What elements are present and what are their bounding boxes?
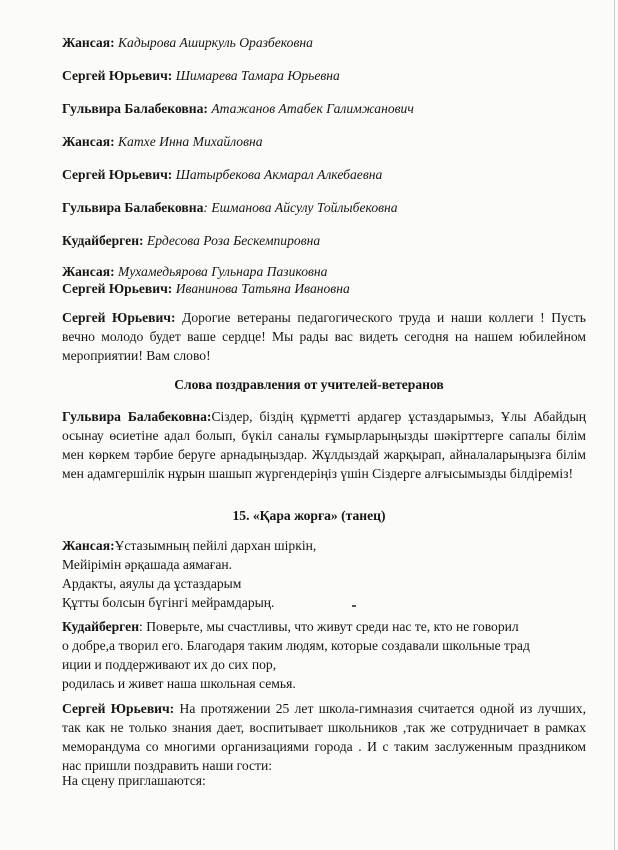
poem-line: Мейірімін әрқашада аямаған. — [62, 557, 233, 572]
scan-speck — [352, 605, 356, 607]
final-last-line: На сцену приглашаются: — [62, 773, 206, 788]
paragraph-text: Дорогие ветераны педагогического труда и наши коллеги ! Пусть вечно молодо будет ваше сердце! Мы рады вас видеть сегодня на нашем юбилейном мероприятии! Вам слово! — [62, 310, 586, 363]
speaker: Кудайберген: — [62, 233, 144, 248]
speaker: Гульвира Балабековна: — [62, 409, 212, 424]
speaker: Жансая: — [62, 35, 115, 50]
speaker: Гульвира Балабековна — [62, 200, 204, 215]
honoree-name: Ердесова Роза Бескемпировна — [146, 233, 321, 248]
paragraph-line: о добре,а творил его. Благодаря таким людям, которые создавали школьные трад — [62, 638, 530, 653]
speaker: Сергей Юрьевич: — [62, 701, 175, 716]
honoree-name: Мухамедьярова Гульнара Пазиковна — [118, 264, 328, 279]
speaker: Жансая: — [62, 134, 115, 149]
paragraph-line: Кудайберген: Поверьте, мы счастливы, что живут среди нас те, кто не говорил — [62, 619, 519, 634]
welcome-paragraph — [62, 308, 586, 365]
honoree-name: Атажанов Атабек Галимжанович — [211, 101, 414, 116]
dance-title: 15. «Қара жорға» (танец) — [232, 508, 386, 523]
speaker: Кудайберген — [62, 619, 140, 634]
speaker: Сергей Юрьевич: — [62, 167, 173, 182]
final-paragraph — [62, 699, 586, 775]
honoree-name: Шатырбекова Акмарал Алкебаевна — [175, 167, 383, 182]
speaker: Жансая: — [62, 538, 115, 553]
honoree-name: Иванинова Татьяна Ивановна — [175, 281, 350, 296]
name-line — [62, 165, 590, 184]
speaker: Жансая: — [62, 264, 115, 279]
poem-block — [62, 536, 590, 612]
name-line — [62, 198, 590, 217]
honoree-name: Кадырова Аширкуль Оразбековна — [118, 35, 313, 50]
honoree-name: Шимарева Тамара Юрьевна — [175, 68, 340, 83]
speaker: Сергей Юрьевич: — [62, 281, 173, 296]
kudai-paragraph — [62, 617, 602, 693]
name-line — [62, 132, 590, 151]
name-line — [62, 99, 590, 118]
paragraph-text: На протяжении 25 лет школа-гимназия считается одной из лучших, так как не только знания дает, воспитывает школьников ,так же сотрудничает в рамках меморандума со многими организациями города . И с таким заслуженным праздником нас пришли поздравить наши гости: — [62, 701, 586, 773]
poem-line: Жансая:Ұстазымның пейілі дархан шіркін, — [62, 538, 317, 553]
kazakh-paragraph — [62, 407, 586, 483]
poem-line: Ардакты, аяулы да ұстаздарым — [62, 576, 242, 591]
name-line — [62, 33, 590, 52]
section-title: Слова поздравления от учителей-ветеранов — [174, 377, 444, 392]
poem-line: Құтты болсын бүгінгі мейрамдарың. — [62, 595, 275, 610]
name-line — [62, 66, 590, 85]
honoree-name: Катхе Инна Михайловна — [118, 134, 263, 149]
paragraph-line: родилась и живет наша школьная семья. — [62, 676, 296, 691]
honoree-name: Ешманова Айсулу Тойлыбековна — [211, 200, 398, 215]
name-line — [62, 231, 590, 250]
paragraph-line: иции и поддерживают их до сих пор, — [62, 657, 277, 672]
speaker: Сергей Юрьевич: — [62, 68, 173, 83]
speaker: Гульвира Балабековна: — [62, 101, 208, 116]
separator: : — [203, 200, 208, 215]
speaker: Сергей Юрьевич: — [62, 310, 176, 325]
paragraph-text: Сіздер, біздің құрметті ардагер ұстаздарымыз, Ұлы Абайдың осынау өсиетіне адал болып, бүкіл саналы ғұмырларыңызды шәкірттерге сапалы білім мен көркем тәрбие беруге арнадыңыздар. Жұлдыздай жарқырап, айналаларыңызға білім мен адамгершілік нұрын шашып жүргендеріңіз үшін Сіздерге алғысымызды білдіреміз! — [62, 409, 587, 481]
scan-edge — [614, 0, 615, 850]
name-line — [62, 279, 590, 298]
